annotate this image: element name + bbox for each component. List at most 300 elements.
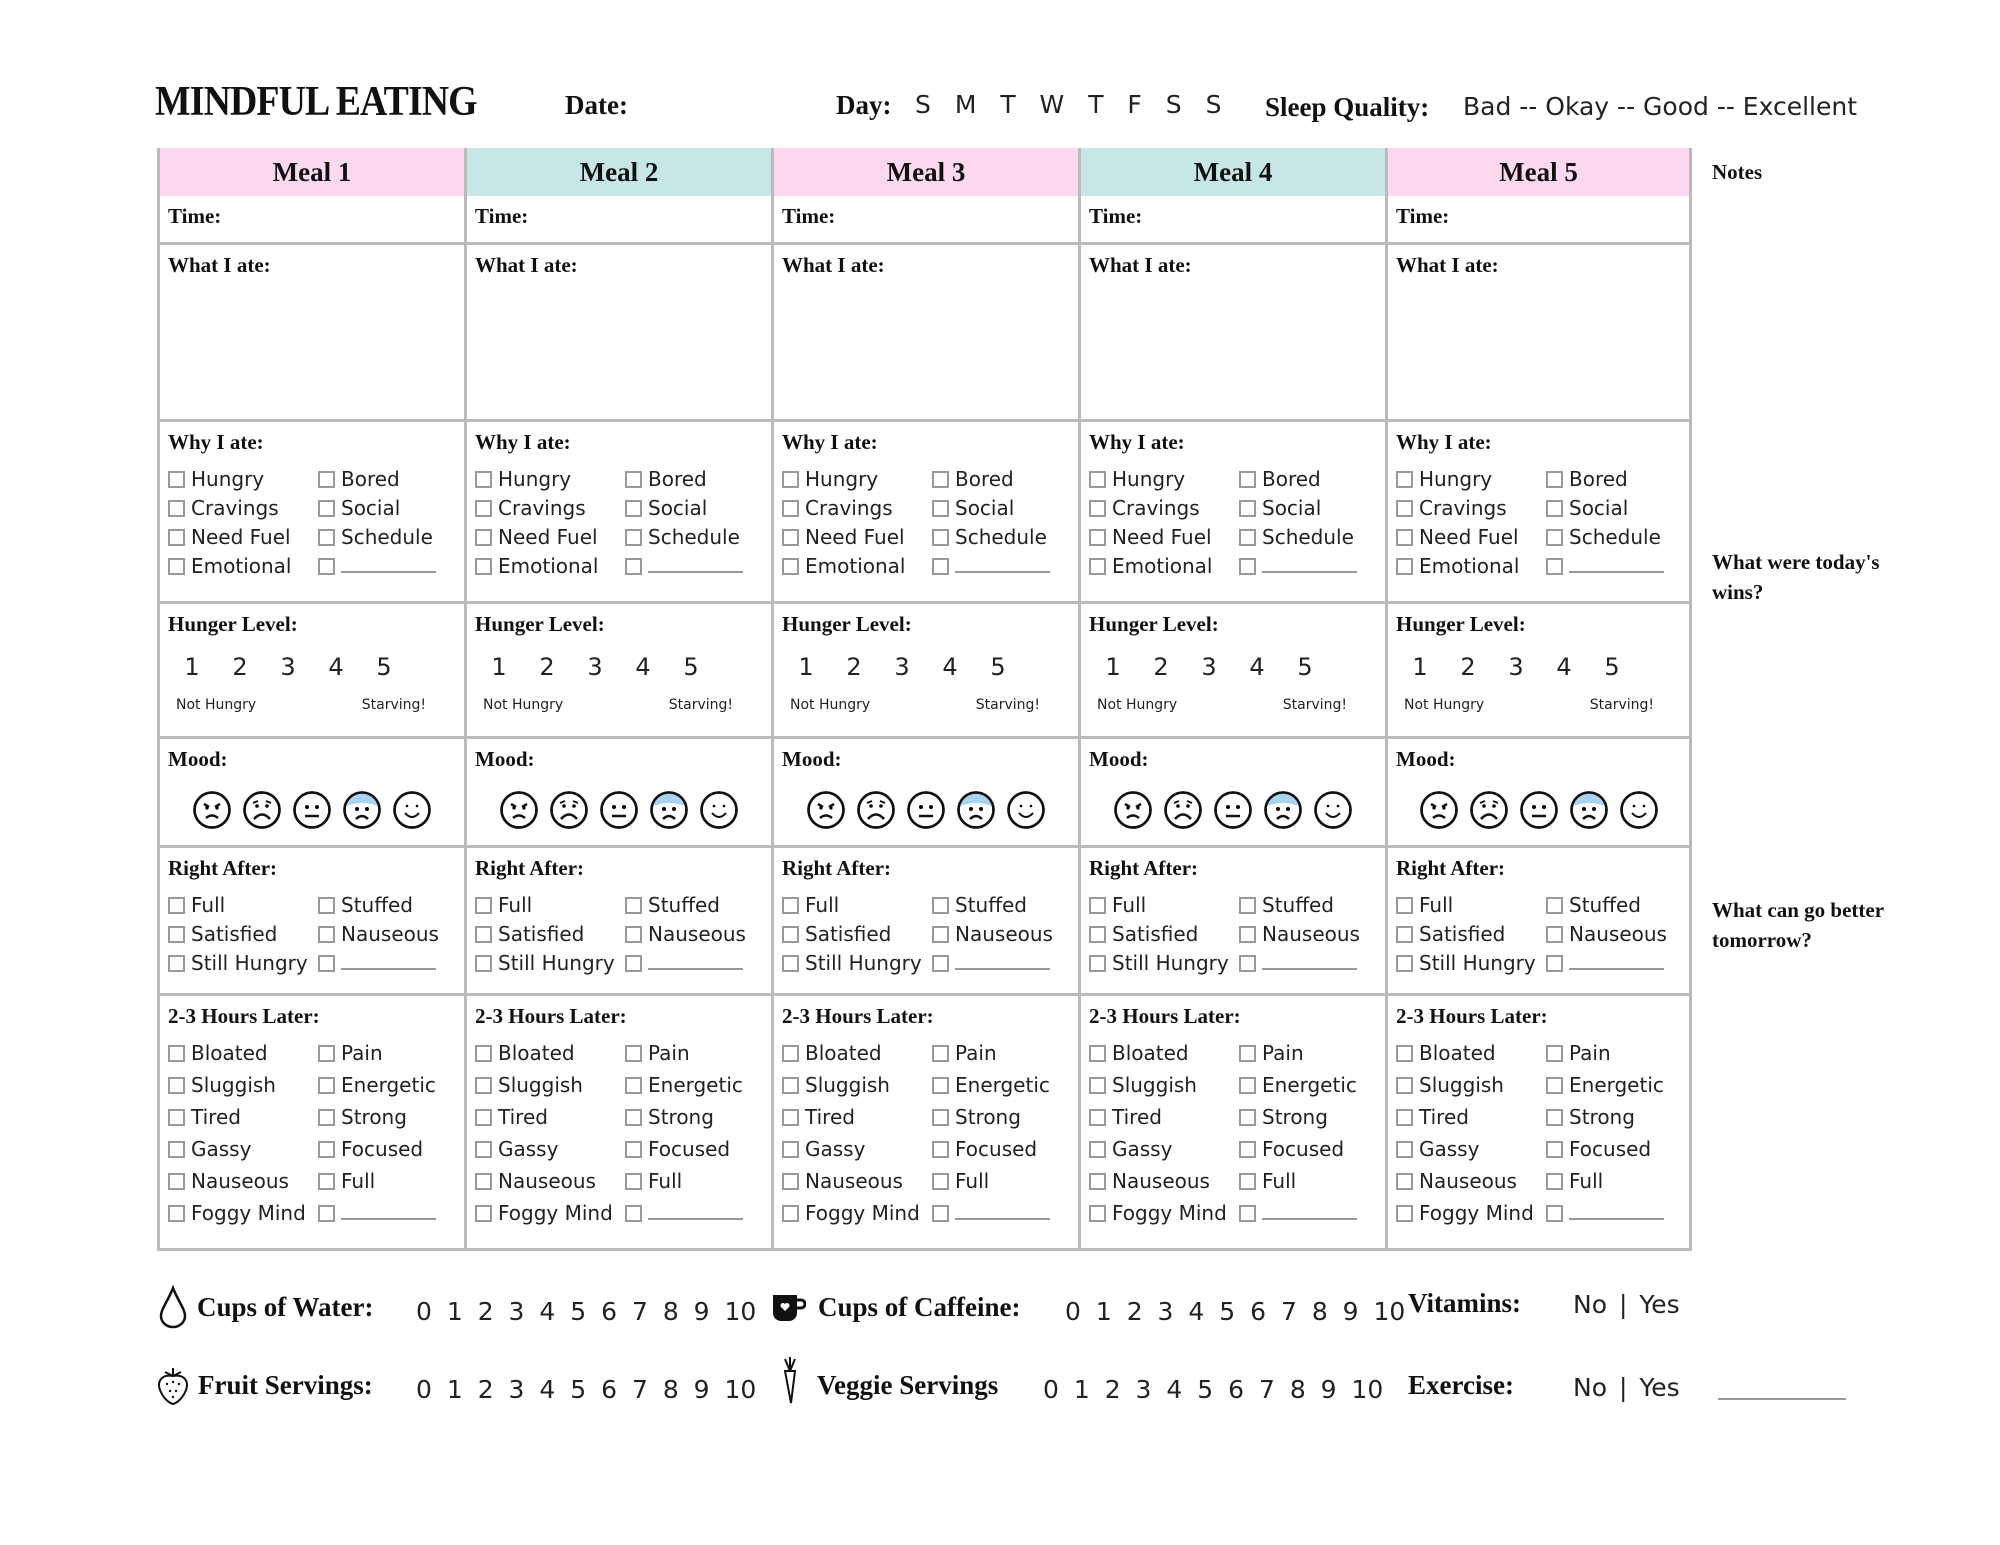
why-option[interactable] bbox=[475, 496, 625, 520]
checkbox[interactable] bbox=[1546, 1205, 1563, 1222]
after-option[interactable] bbox=[168, 951, 318, 975]
checkbox[interactable] bbox=[932, 1205, 949, 1222]
checkbox[interactable] bbox=[1089, 1077, 1106, 1094]
after-option[interactable] bbox=[932, 951, 1072, 975]
after-option[interactable] bbox=[625, 922, 765, 946]
checkbox[interactable] bbox=[1239, 558, 1256, 575]
fruit-scale[interactable]: 0 1 2 3 4 5 6 7 8 9 10 bbox=[416, 1375, 757, 1404]
checkbox[interactable] bbox=[1546, 926, 1563, 943]
later-option[interactable] bbox=[625, 1201, 765, 1225]
neutral-face-icon[interactable] bbox=[906, 790, 946, 834]
why-option[interactable] bbox=[318, 525, 458, 549]
water-scale[interactable]: 0 1 2 3 4 5 6 7 8 9 10 bbox=[416, 1297, 757, 1326]
checkbox[interactable] bbox=[1546, 1077, 1563, 1094]
later-option[interactable] bbox=[1396, 1041, 1546, 1065]
time-cell[interactable] bbox=[160, 196, 464, 245]
what-cell[interactable] bbox=[774, 245, 1078, 422]
hunger-level-1[interactable]: 1 bbox=[1412, 653, 1428, 681]
later-option[interactable] bbox=[932, 1201, 1072, 1225]
checkbox[interactable] bbox=[1239, 1109, 1256, 1126]
why-option[interactable] bbox=[1546, 554, 1686, 578]
after-option[interactable] bbox=[932, 893, 1072, 917]
why-option[interactable] bbox=[1396, 467, 1546, 491]
write-in-line[interactable] bbox=[955, 559, 1050, 573]
checkbox[interactable] bbox=[318, 926, 335, 943]
later-option[interactable] bbox=[932, 1041, 1072, 1065]
checkbox[interactable] bbox=[782, 558, 799, 575]
angry-face-icon[interactable] bbox=[1419, 790, 1459, 834]
after-option[interactable] bbox=[1089, 951, 1239, 975]
checkbox[interactable] bbox=[625, 926, 642, 943]
checkbox[interactable] bbox=[625, 1077, 642, 1094]
later-option[interactable] bbox=[1239, 1201, 1379, 1225]
checkbox[interactable] bbox=[782, 1109, 799, 1126]
exercise-note-line[interactable] bbox=[1718, 1398, 1846, 1400]
hunger-level-3[interactable]: 3 bbox=[1201, 653, 1217, 681]
checkbox[interactable] bbox=[1396, 1141, 1413, 1158]
checkbox[interactable] bbox=[625, 558, 642, 575]
checkbox[interactable] bbox=[932, 1141, 949, 1158]
hunger-level-4[interactable]: 4 bbox=[1249, 653, 1265, 681]
checkbox[interactable] bbox=[625, 1173, 642, 1190]
why-option[interactable] bbox=[1239, 496, 1379, 520]
hunger-level-1[interactable]: 1 bbox=[1105, 653, 1121, 681]
hunger-level-4[interactable]: 4 bbox=[942, 653, 958, 681]
hunger-level-1[interactable]: 1 bbox=[798, 653, 814, 681]
after-option[interactable] bbox=[1089, 893, 1239, 917]
why-option[interactable] bbox=[1396, 496, 1546, 520]
checkbox[interactable] bbox=[168, 1077, 185, 1094]
why-option[interactable] bbox=[782, 496, 932, 520]
happy-face-icon[interactable] bbox=[392, 790, 432, 834]
hunger-level-4[interactable]: 4 bbox=[635, 653, 651, 681]
later-option[interactable] bbox=[625, 1169, 765, 1193]
checkbox[interactable] bbox=[1089, 926, 1106, 943]
checkbox[interactable] bbox=[625, 897, 642, 914]
later-option[interactable] bbox=[1546, 1041, 1686, 1065]
checkbox[interactable] bbox=[1546, 1173, 1563, 1190]
checkbox[interactable] bbox=[1546, 1045, 1563, 1062]
checkbox[interactable] bbox=[932, 1109, 949, 1126]
after-option[interactable] bbox=[1396, 951, 1546, 975]
time-cell[interactable] bbox=[1081, 196, 1385, 245]
checkbox[interactable] bbox=[475, 1109, 492, 1126]
why-option[interactable] bbox=[625, 525, 765, 549]
checkbox[interactable] bbox=[932, 558, 949, 575]
what-cell[interactable] bbox=[467, 245, 771, 422]
checkbox[interactable] bbox=[1089, 1141, 1106, 1158]
after-option[interactable] bbox=[318, 922, 458, 946]
after-option[interactable] bbox=[475, 893, 625, 917]
hunger-level-2[interactable]: 2 bbox=[539, 653, 555, 681]
after-option[interactable] bbox=[782, 922, 932, 946]
checkbox[interactable] bbox=[1396, 897, 1413, 914]
after-option[interactable] bbox=[1239, 922, 1379, 946]
exercise-choice[interactable]: No | Yes bbox=[1573, 1373, 1680, 1402]
hunger-level-3[interactable]: 3 bbox=[280, 653, 296, 681]
checkbox[interactable] bbox=[168, 926, 185, 943]
after-option[interactable] bbox=[782, 893, 932, 917]
checkbox[interactable] bbox=[1239, 1173, 1256, 1190]
checkbox[interactable] bbox=[1546, 1141, 1563, 1158]
checkbox[interactable] bbox=[1239, 500, 1256, 517]
after-option[interactable] bbox=[1239, 893, 1379, 917]
checkbox[interactable] bbox=[782, 897, 799, 914]
checkbox[interactable] bbox=[1239, 897, 1256, 914]
why-option[interactable] bbox=[1239, 467, 1379, 491]
after-option[interactable] bbox=[625, 951, 765, 975]
time-cell[interactable] bbox=[774, 196, 1078, 245]
angry-face-icon[interactable] bbox=[806, 790, 846, 834]
sad-face-icon[interactable] bbox=[1163, 790, 1203, 834]
later-option[interactable] bbox=[782, 1137, 932, 1161]
checkbox[interactable] bbox=[1546, 897, 1563, 914]
checkbox[interactable] bbox=[1089, 500, 1106, 517]
after-option[interactable] bbox=[1546, 893, 1686, 917]
why-option[interactable] bbox=[932, 554, 1072, 578]
hunger-level-1[interactable]: 1 bbox=[184, 653, 200, 681]
angry-face-icon[interactable] bbox=[1113, 790, 1153, 834]
hunger-level-2[interactable]: 2 bbox=[232, 653, 248, 681]
after-option[interactable] bbox=[782, 951, 932, 975]
hunger-level-1[interactable]: 1 bbox=[491, 653, 507, 681]
checkbox[interactable] bbox=[318, 1141, 335, 1158]
checkbox[interactable] bbox=[475, 529, 492, 546]
checkbox[interactable] bbox=[1239, 1077, 1256, 1094]
checkbox[interactable] bbox=[1239, 1141, 1256, 1158]
checkbox[interactable] bbox=[475, 955, 492, 972]
checkbox[interactable] bbox=[318, 1045, 335, 1062]
after-option[interactable] bbox=[475, 922, 625, 946]
why-option[interactable] bbox=[318, 467, 458, 491]
why-option[interactable] bbox=[1546, 467, 1686, 491]
veggie-scale[interactable]: 0 1 2 3 4 5 6 7 8 9 10 bbox=[1043, 1375, 1384, 1404]
write-in-line[interactable] bbox=[1569, 559, 1664, 573]
checkbox[interactable] bbox=[1396, 1077, 1413, 1094]
later-option[interactable] bbox=[932, 1169, 1072, 1193]
why-option[interactable] bbox=[168, 525, 318, 549]
why-option[interactable] bbox=[625, 467, 765, 491]
checkbox[interactable] bbox=[1396, 1205, 1413, 1222]
checkbox[interactable] bbox=[782, 1077, 799, 1094]
checkbox[interactable] bbox=[1239, 529, 1256, 546]
checkbox[interactable] bbox=[932, 1045, 949, 1062]
later-option[interactable] bbox=[475, 1201, 625, 1225]
why-option[interactable] bbox=[1546, 496, 1686, 520]
later-option[interactable] bbox=[1546, 1105, 1686, 1129]
later-option[interactable] bbox=[782, 1041, 932, 1065]
checkbox[interactable] bbox=[932, 1077, 949, 1094]
checkbox[interactable] bbox=[1396, 1173, 1413, 1190]
after-option[interactable] bbox=[1089, 922, 1239, 946]
after-option[interactable] bbox=[318, 893, 458, 917]
later-option[interactable] bbox=[932, 1137, 1072, 1161]
angry-face-icon[interactable] bbox=[499, 790, 539, 834]
later-option[interactable] bbox=[1546, 1169, 1686, 1193]
why-option[interactable] bbox=[625, 554, 765, 578]
checkbox[interactable] bbox=[168, 1173, 185, 1190]
later-option[interactable] bbox=[625, 1073, 765, 1097]
checkbox[interactable] bbox=[782, 926, 799, 943]
checkbox[interactable] bbox=[1089, 1205, 1106, 1222]
write-in-line[interactable] bbox=[955, 1206, 1050, 1220]
later-option[interactable] bbox=[318, 1073, 458, 1097]
later-option[interactable] bbox=[168, 1105, 318, 1129]
what-cell[interactable] bbox=[1388, 245, 1689, 422]
checkbox[interactable] bbox=[782, 1205, 799, 1222]
checkbox[interactable] bbox=[475, 1045, 492, 1062]
checkbox[interactable] bbox=[1089, 558, 1106, 575]
later-option[interactable] bbox=[1396, 1073, 1546, 1097]
later-option[interactable] bbox=[1089, 1169, 1239, 1193]
time-cell[interactable] bbox=[1388, 196, 1689, 245]
checkbox[interactable] bbox=[318, 529, 335, 546]
anxious-face-icon[interactable] bbox=[1569, 790, 1609, 834]
write-in-line[interactable] bbox=[648, 559, 743, 573]
later-option[interactable] bbox=[1089, 1041, 1239, 1065]
why-option[interactable] bbox=[1396, 525, 1546, 549]
write-in-line[interactable] bbox=[341, 559, 436, 573]
checkbox[interactable] bbox=[1089, 471, 1106, 488]
later-option[interactable] bbox=[625, 1137, 765, 1161]
what-cell[interactable] bbox=[160, 245, 464, 422]
checkbox[interactable] bbox=[1396, 926, 1413, 943]
checkbox[interactable] bbox=[1546, 1109, 1563, 1126]
write-in-line[interactable] bbox=[1569, 956, 1664, 970]
why-option[interactable] bbox=[1546, 525, 1686, 549]
write-in-line[interactable] bbox=[341, 956, 436, 970]
checkbox[interactable] bbox=[168, 558, 185, 575]
checkbox[interactable] bbox=[475, 558, 492, 575]
later-option[interactable] bbox=[1546, 1073, 1686, 1097]
checkbox[interactable] bbox=[318, 1109, 335, 1126]
checkbox[interactable] bbox=[625, 500, 642, 517]
checkbox[interactable] bbox=[168, 500, 185, 517]
checkbox[interactable] bbox=[1239, 926, 1256, 943]
checkbox[interactable] bbox=[318, 471, 335, 488]
why-option[interactable] bbox=[475, 554, 625, 578]
why-option[interactable] bbox=[1239, 525, 1379, 549]
time-cell[interactable] bbox=[467, 196, 771, 245]
checkbox[interactable] bbox=[1239, 1045, 1256, 1062]
why-option[interactable] bbox=[168, 496, 318, 520]
why-option[interactable] bbox=[782, 467, 932, 491]
checkbox[interactable] bbox=[1239, 471, 1256, 488]
later-option[interactable] bbox=[318, 1105, 458, 1129]
checkbox[interactable] bbox=[1546, 471, 1563, 488]
later-option[interactable] bbox=[782, 1201, 932, 1225]
checkbox[interactable] bbox=[625, 955, 642, 972]
hunger-level-3[interactable]: 3 bbox=[894, 653, 910, 681]
write-in-line[interactable] bbox=[648, 1206, 743, 1220]
anxious-face-icon[interactable] bbox=[649, 790, 689, 834]
checkbox[interactable] bbox=[1396, 529, 1413, 546]
checkbox[interactable] bbox=[932, 926, 949, 943]
later-option[interactable] bbox=[1546, 1201, 1686, 1225]
later-option[interactable] bbox=[782, 1105, 932, 1129]
hunger-level-4[interactable]: 4 bbox=[1556, 653, 1572, 681]
after-option[interactable] bbox=[625, 893, 765, 917]
checkbox[interactable] bbox=[168, 1205, 185, 1222]
hunger-level-5[interactable]: 5 bbox=[376, 653, 392, 681]
checkbox[interactable] bbox=[782, 1045, 799, 1062]
later-option[interactable] bbox=[625, 1041, 765, 1065]
checkbox[interactable] bbox=[932, 529, 949, 546]
checkbox[interactable] bbox=[1396, 955, 1413, 972]
why-option[interactable] bbox=[1239, 554, 1379, 578]
anxious-face-icon[interactable] bbox=[342, 790, 382, 834]
later-option[interactable] bbox=[1396, 1105, 1546, 1129]
checkbox[interactable] bbox=[475, 471, 492, 488]
why-option[interactable] bbox=[782, 525, 932, 549]
checkbox[interactable] bbox=[1089, 897, 1106, 914]
checkbox[interactable] bbox=[625, 1045, 642, 1062]
later-option[interactable] bbox=[1546, 1137, 1686, 1161]
checkbox[interactable] bbox=[932, 897, 949, 914]
write-in-line[interactable] bbox=[1569, 1206, 1664, 1220]
later-option[interactable] bbox=[1396, 1201, 1546, 1225]
checkbox[interactable] bbox=[318, 1205, 335, 1222]
checkbox[interactable] bbox=[932, 1173, 949, 1190]
checkbox[interactable] bbox=[932, 500, 949, 517]
checkbox[interactable] bbox=[782, 500, 799, 517]
checkbox[interactable] bbox=[782, 529, 799, 546]
write-in-line[interactable] bbox=[1262, 1206, 1357, 1220]
checkbox[interactable] bbox=[168, 1141, 185, 1158]
checkbox[interactable] bbox=[318, 500, 335, 517]
later-option[interactable] bbox=[1089, 1201, 1239, 1225]
later-option[interactable] bbox=[168, 1137, 318, 1161]
later-option[interactable] bbox=[1239, 1105, 1379, 1129]
write-in-line[interactable] bbox=[341, 1206, 436, 1220]
checkbox[interactable] bbox=[168, 471, 185, 488]
later-option[interactable] bbox=[1396, 1137, 1546, 1161]
checkbox[interactable] bbox=[475, 1077, 492, 1094]
checkbox[interactable] bbox=[1546, 529, 1563, 546]
why-option[interactable] bbox=[932, 525, 1072, 549]
why-option[interactable] bbox=[318, 554, 458, 578]
hunger-level-5[interactable]: 5 bbox=[1604, 653, 1620, 681]
checkbox[interactable] bbox=[168, 529, 185, 546]
why-option[interactable] bbox=[475, 467, 625, 491]
later-option[interactable] bbox=[168, 1073, 318, 1097]
why-option[interactable] bbox=[1089, 554, 1239, 578]
checkbox[interactable] bbox=[1396, 1045, 1413, 1062]
why-option[interactable] bbox=[318, 496, 458, 520]
checkbox[interactable] bbox=[1396, 558, 1413, 575]
later-option[interactable] bbox=[1239, 1073, 1379, 1097]
later-option[interactable] bbox=[168, 1041, 318, 1065]
checkbox[interactable] bbox=[318, 955, 335, 972]
caffeine-scale[interactable]: 0 1 2 3 4 5 6 7 8 9 10 bbox=[1065, 1297, 1406, 1326]
checkbox[interactable] bbox=[1396, 1109, 1413, 1126]
checkbox[interactable] bbox=[625, 1205, 642, 1222]
later-option[interactable] bbox=[782, 1169, 932, 1193]
after-option[interactable] bbox=[932, 922, 1072, 946]
checkbox[interactable] bbox=[1546, 955, 1563, 972]
checkbox[interactable] bbox=[475, 926, 492, 943]
write-in-line[interactable] bbox=[1262, 956, 1357, 970]
neutral-face-icon[interactable] bbox=[292, 790, 332, 834]
what-cell[interactable] bbox=[1081, 245, 1385, 422]
hunger-level-5[interactable]: 5 bbox=[990, 653, 1006, 681]
checkbox[interactable] bbox=[1089, 529, 1106, 546]
checkbox[interactable] bbox=[932, 955, 949, 972]
after-option[interactable] bbox=[1546, 951, 1686, 975]
later-option[interactable] bbox=[318, 1137, 458, 1161]
why-option[interactable] bbox=[932, 467, 1072, 491]
checkbox[interactable] bbox=[932, 471, 949, 488]
vitamins-choice[interactable]: No | Yes bbox=[1573, 1290, 1680, 1319]
neutral-face-icon[interactable] bbox=[599, 790, 639, 834]
sad-face-icon[interactable] bbox=[1469, 790, 1509, 834]
checkbox[interactable] bbox=[168, 1109, 185, 1126]
angry-face-icon[interactable] bbox=[192, 790, 232, 834]
checkbox[interactable] bbox=[475, 897, 492, 914]
hunger-level-5[interactable]: 5 bbox=[1297, 653, 1313, 681]
hunger-level-3[interactable]: 3 bbox=[587, 653, 603, 681]
later-option[interactable] bbox=[475, 1137, 625, 1161]
later-option[interactable] bbox=[168, 1201, 318, 1225]
after-option[interactable] bbox=[1396, 893, 1546, 917]
checkbox[interactable] bbox=[1089, 1045, 1106, 1062]
checkbox[interactable] bbox=[625, 1109, 642, 1126]
later-option[interactable] bbox=[1396, 1169, 1546, 1193]
checkbox[interactable] bbox=[1239, 955, 1256, 972]
why-option[interactable] bbox=[1396, 554, 1546, 578]
hunger-level-2[interactable]: 2 bbox=[1460, 653, 1476, 681]
checkbox[interactable] bbox=[1089, 955, 1106, 972]
write-in-line[interactable] bbox=[1262, 559, 1357, 573]
checkbox[interactable] bbox=[782, 1173, 799, 1190]
after-option[interactable] bbox=[1239, 951, 1379, 975]
checkbox[interactable] bbox=[625, 471, 642, 488]
happy-face-icon[interactable] bbox=[699, 790, 739, 834]
anxious-face-icon[interactable] bbox=[1263, 790, 1303, 834]
checkbox[interactable] bbox=[1396, 471, 1413, 488]
why-option[interactable] bbox=[932, 496, 1072, 520]
after-option[interactable] bbox=[168, 922, 318, 946]
checkbox[interactable] bbox=[1089, 1109, 1106, 1126]
later-option[interactable] bbox=[782, 1073, 932, 1097]
later-option[interactable] bbox=[625, 1105, 765, 1129]
later-option[interactable] bbox=[318, 1169, 458, 1193]
why-option[interactable] bbox=[168, 467, 318, 491]
checkbox[interactable] bbox=[318, 558, 335, 575]
checkbox[interactable] bbox=[1396, 500, 1413, 517]
day-options[interactable]: S M T W T F S S bbox=[915, 90, 1222, 119]
checkbox[interactable] bbox=[318, 897, 335, 914]
hunger-level-3[interactable]: 3 bbox=[1508, 653, 1524, 681]
why-option[interactable] bbox=[1089, 525, 1239, 549]
checkbox[interactable] bbox=[625, 529, 642, 546]
after-option[interactable] bbox=[318, 951, 458, 975]
hunger-level-4[interactable]: 4 bbox=[328, 653, 344, 681]
write-in-line[interactable] bbox=[648, 956, 743, 970]
later-option[interactable] bbox=[1239, 1169, 1379, 1193]
checkbox[interactable] bbox=[475, 500, 492, 517]
checkbox[interactable] bbox=[318, 1173, 335, 1190]
checkbox[interactable] bbox=[475, 1173, 492, 1190]
checkbox[interactable] bbox=[475, 1141, 492, 1158]
later-option[interactable] bbox=[475, 1073, 625, 1097]
later-option[interactable] bbox=[1239, 1137, 1379, 1161]
write-in-line[interactable] bbox=[955, 956, 1050, 970]
checkbox[interactable] bbox=[782, 1141, 799, 1158]
later-option[interactable] bbox=[932, 1073, 1072, 1097]
anxious-face-icon[interactable] bbox=[956, 790, 996, 834]
happy-face-icon[interactable] bbox=[1619, 790, 1659, 834]
